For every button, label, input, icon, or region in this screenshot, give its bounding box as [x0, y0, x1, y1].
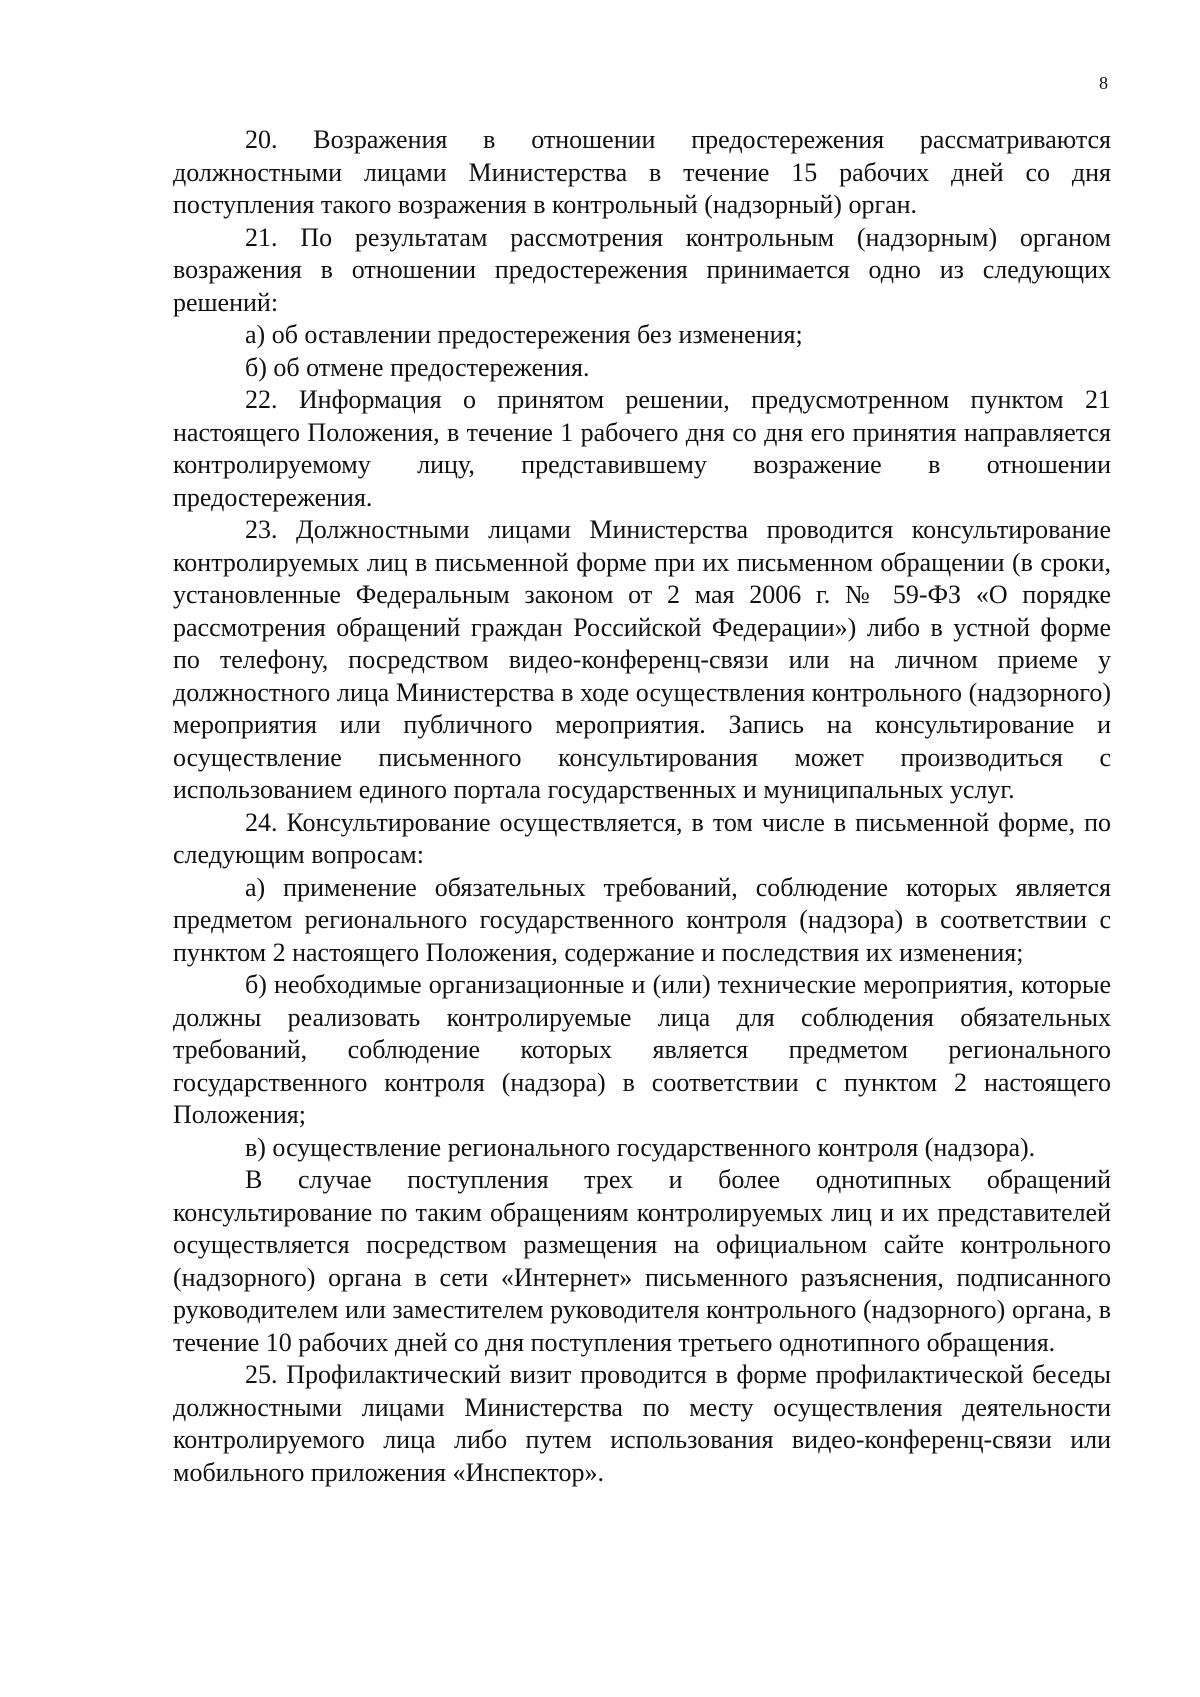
paragraph-20: 20. Возражения в отношении предостережения рассматриваются должностными лицами Министерства в течение 15 рабочих дней со дня поступления такого возражения в контрольный (надзорный) орган. [173, 125, 1111, 219]
paragraph-21-a: а) об оставлении предостережения без изменения; [245, 320, 803, 349]
paragraph-24-b: б) необходимые организационные и (или) технические мероприятия, которые должны реализовать контролируемые лица для соблюдения обязательных требований, соблюдение которых является предметом регионального государственного контроля (надзора) в соответствии с пунктом 2 настоящего Положения; [173, 970, 1111, 1129]
paragraph-23: 23. Должностными лицами Министерства проводится консультирование контролируемых лиц в письменной форме при их письменном обращении (в сроки, установленные Федеральным законом от 2 мая 2006 г. № 59-ФЗ «О порядке рассмотрения обращений граждан Российской Федерации») либо в устной форме по телефону, посредством видео-конференц-связи или на личном приеме у должностного лица Министерства в ходе осуществления контрольного (надзорного) мероприятия или публичного мероприятия. Запись на консультирование и осуществление письменного консультирования может производиться с использованием единого портала государственных и муниципальных услуг. [173, 515, 1111, 804]
paragraph-21-b: б) об отмене предостережения. [245, 352, 590, 382]
paragraph-22: 22. Информация о принятом решении, предусмотренном пунктом 21 настоящего Положения, в течение 1 рабочего дня со дня его принятия направляется контролируемому лицу, представившему возражение в отношении предостережения. [173, 385, 1111, 512]
document-body [173, 124, 1111, 1489]
page-number: 8 [1099, 73, 1108, 93]
paragraph-24: 24. Консультирование осуществляется, в том числе в письменной форме, по следующим вопросам: [173, 807, 1111, 869]
paragraph-21: 21. По результатам рассмотрения контрольным (надзорным) органом возражения в отношении предостережения принимается одно из следующих решений: [173, 222, 1111, 317]
paragraph-24-v: в) осуществление регионального государственного контроля (надзора). [245, 1132, 1036, 1162]
paragraph-24-a: а) применение обязательных требований, соблюдение которых является предметом регионального государственного контроля (надзора) в соответствии с пунктом 2 настоящего Положения, содержание и последствия их изменения; [173, 872, 1111, 967]
paragraph-25: 25. Профилактический визит проводится в форме профилактической беседы должностными лицами Министерства по месту осуществления деятельности контролируемого лица либо путем использования видео-конференц-связи или мобильного приложения «Инспектор». [173, 1360, 1111, 1487]
paragraph-24-note: В случае поступления трех и более однотипных обращений консультирование по таким обращениям контролируемых лиц и их представителей осуществляется посредством размещения на официальном сайте контрольного (надзорного) органа в сети «Интернет» письменного разъяснения, подписанного руководителем или заместителем руководителя контрольного (надзорного) органа, в течение 10 рабочих дней со дня поступления третьего однотипного обращения. [173, 1165, 1111, 1357]
